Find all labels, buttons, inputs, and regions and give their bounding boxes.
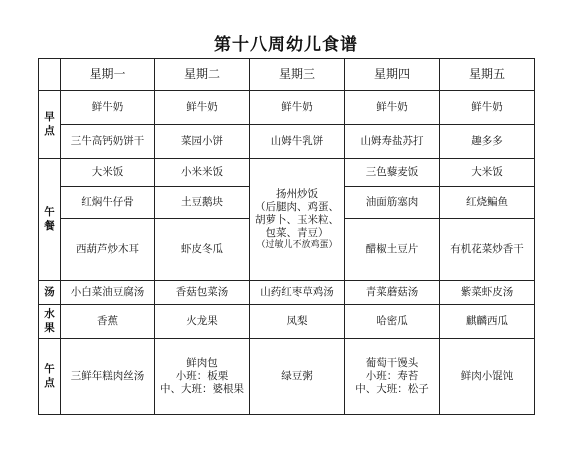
header-row: [39, 59, 535, 91]
lunch-row-1: [39, 159, 535, 187]
corner-cell: [39, 59, 61, 91]
breakfast-fri-1: 鲜牛奶: [440, 91, 535, 125]
breakfast-tue-1: 鲜牛奶: [155, 91, 250, 125]
afternoon-mon: 三鲜年糕肉丝汤: [61, 339, 155, 415]
breakfast-wed-1: 鲜牛奶: [250, 91, 345, 125]
section-label-fruit: 水 果: [39, 305, 61, 339]
soup-fri: 紫菜虾皮汤: [440, 281, 535, 305]
afternoon-row: [39, 339, 535, 415]
lunch-dish1-tue: 土豆鹅块: [155, 187, 250, 219]
soup-thu: 青菜蘑菇汤: [345, 281, 440, 305]
breakfast-mon-2: 三牛高钙奶饼干: [61, 125, 155, 159]
day-header-mon: 星期一: [61, 59, 155, 91]
page-title: 第十八周幼儿食谱: [214, 35, 358, 55]
day-header-wed: 星期三: [250, 59, 345, 91]
day-header-thu: 星期四: [345, 59, 440, 91]
lunch-dish2-mon: 西葫芦炒木耳: [61, 219, 155, 281]
fruit-mon: 香蕉: [61, 305, 155, 339]
lunch-dish1-thu: 油面筋塞肉: [345, 187, 440, 219]
afternoon-fri: 鲜肉小馄饨: [440, 339, 535, 415]
menu-table: [38, 58, 535, 415]
fruit-wed: 凤梨: [250, 305, 345, 339]
soup-wed: 山药红枣草鸡汤: [250, 281, 345, 305]
lunch-dish1-fri: 红烧鳊鱼: [440, 187, 535, 219]
breakfast-mon-1: 鲜牛奶: [61, 91, 155, 125]
soup-tue: 香菇包菜汤: [155, 281, 250, 305]
section-label-lunch: 午 餐: [39, 159, 61, 281]
fruit-thu: 哈密瓜: [345, 305, 440, 339]
section-label-afternoon: 午 点: [39, 339, 61, 415]
breakfast-fri-2: 趣多多: [440, 125, 535, 159]
lunch-staple-thu: 三色藜麦饭: [345, 159, 440, 187]
lunch-dish2-tue: 虾皮冬瓜: [155, 219, 250, 281]
breakfast-row-1: [39, 91, 535, 125]
afternoon-wed: 绿豆粥: [250, 339, 345, 415]
breakfast-thu-1: 鲜牛奶: [345, 91, 440, 125]
breakfast-wed-2: 山姆牛乳饼: [250, 125, 345, 159]
lunch-staple-mon: 大米饭: [61, 159, 155, 187]
fruit-tue: 火龙果: [155, 305, 250, 339]
lunch-dish2-fri: 有机花菜炒香干: [440, 219, 535, 281]
lunch-dish1-mon: 红焖牛仔骨: [61, 187, 155, 219]
breakfast-tue-2: 菜园小饼: [155, 125, 250, 159]
fruit-row: [39, 305, 535, 339]
day-header-tue: 星期二: [155, 59, 250, 91]
lunch-staple-fri: 大米饭: [440, 159, 535, 187]
soup-mon: 小白菜油豆腐汤: [61, 281, 155, 305]
fruit-fri: 麒麟西瓜: [440, 305, 535, 339]
section-label-breakfast: 早 点: [39, 91, 61, 159]
breakfast-row-2: [39, 125, 535, 159]
lunch-wed: 扬州炒饭 （后腿肉、鸡蛋、 胡萝卜、玉米粒、 包菜、青豆） （过敏儿不放鸡蛋）: [250, 159, 345, 281]
soup-row: [39, 281, 535, 305]
lunch-dish2-thu: 醋椒土豆片: [345, 219, 440, 281]
lunch-staple-tue: 小米米饭: [155, 159, 250, 187]
day-header-fri: 星期五: [440, 59, 535, 91]
afternoon-thu: 葡萄干馒头 小班：寿苔 中、大班：松子: [345, 339, 440, 415]
breakfast-thu-2: 山姆寿盐苏打: [345, 125, 440, 159]
afternoon-tue: 鲜肉包 小班：板栗 中、大班：婆根果: [155, 339, 250, 415]
section-label-soup: 汤: [39, 281, 61, 305]
